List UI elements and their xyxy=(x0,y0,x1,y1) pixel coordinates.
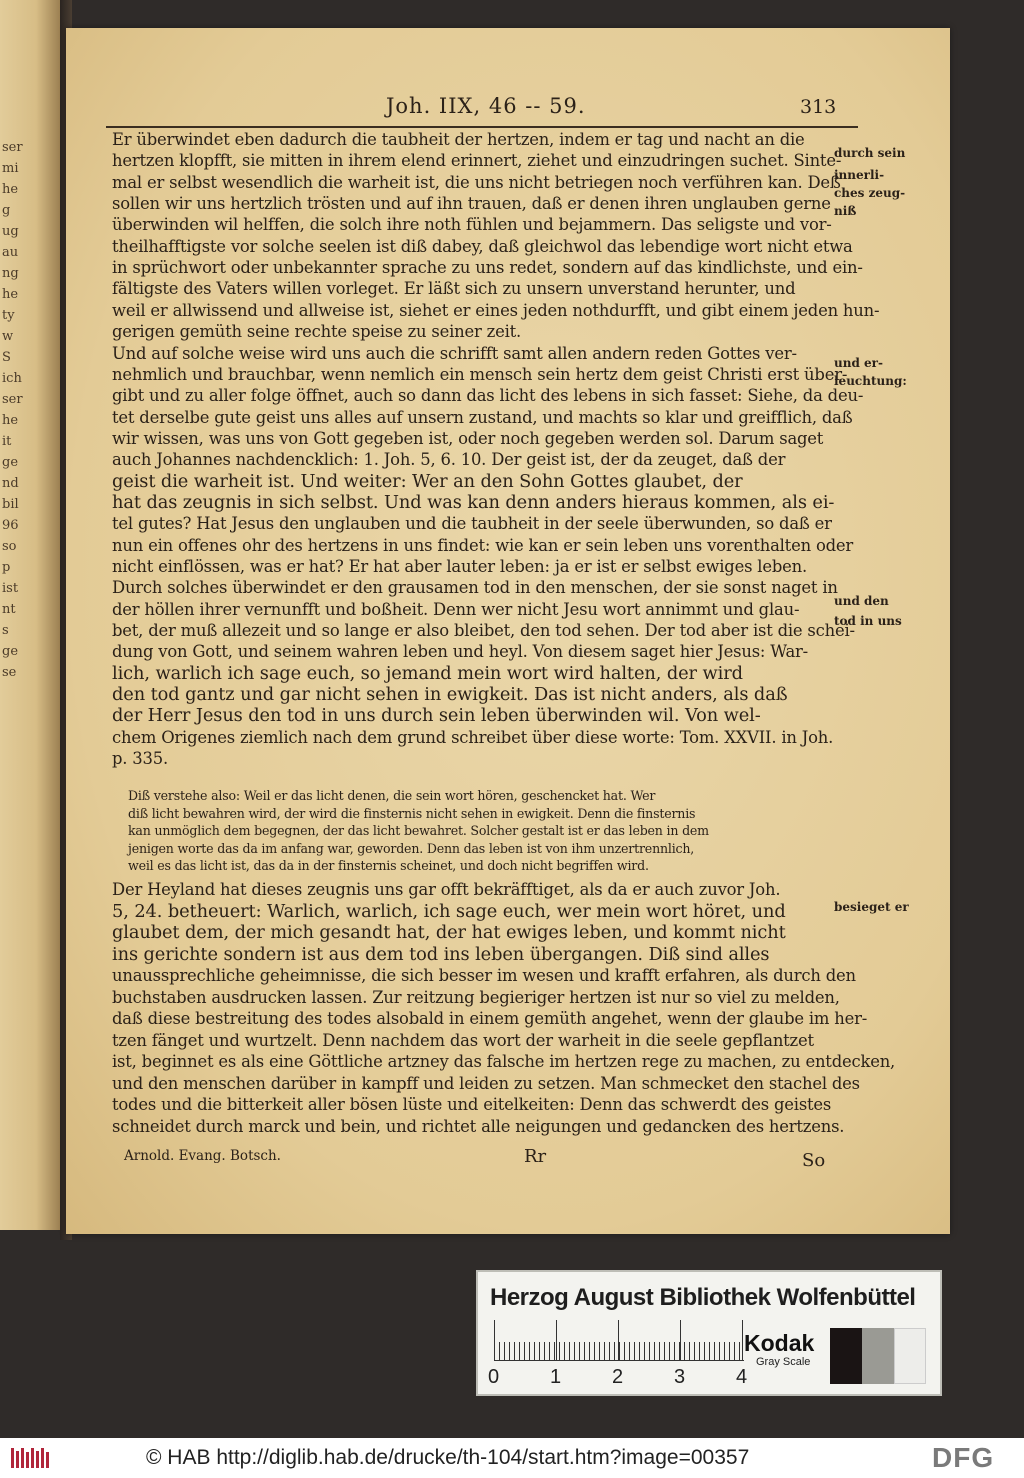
margin-note: und er- xyxy=(834,356,883,370)
gray-patch-mid xyxy=(862,1328,894,1384)
ruler-tick xyxy=(494,1320,495,1360)
text-line: theilhafftigste vor solche seelen ist diß dabey, daß gleichwol das lebendige wort nicht etwa xyxy=(112,236,853,256)
text-line: auch Johannes nachdencklich: 1. Joh. 5, 6. 10. Der geist ist, der da zeuget, daß der xyxy=(112,450,786,470)
margin-note: innerli- xyxy=(834,168,885,182)
scale-number: 3 xyxy=(674,1366,686,1388)
ruler-tick xyxy=(618,1320,619,1360)
text-line: Durch solches überwindet er den grausamen tod in den menschen, der sie sonst naget in xyxy=(112,578,838,598)
dfg-logo: DFG xyxy=(932,1442,995,1473)
prev-page-fragment: ng xyxy=(2,266,19,280)
scale-number: 0 xyxy=(488,1366,500,1388)
text-line: Und auf solche weise wird uns auch die schrifft samt allen andern reden Gottes ver- xyxy=(112,343,797,363)
prev-page-fragment: ich xyxy=(2,371,22,385)
kodak-logo: Kodak xyxy=(744,1330,815,1356)
prev-page-fragment: it xyxy=(2,434,12,448)
text-line: nehmlich und brauchbar, wenn nemlich ein mensch sein hertz dem geist Christi erst über- xyxy=(112,364,848,384)
text-line: Der Heyland hat dieses zeugnis uns gar offt bekräfftiget, als da er auch zuvor Joh. xyxy=(112,880,781,899)
prev-page-fragment: ge xyxy=(2,455,19,469)
quote-line: jenigen worte das da im anfang war, geworden. Denn das leben ist von ihm unzertrennlich, xyxy=(128,840,695,856)
text-line: unaussprechliche geheimnisse, die sich besser im wesen und krafft erfahren, als durch den xyxy=(112,966,856,985)
text-line: daß diese bestreitung des todes alsobald in einem gemüth angehet, wenn der glaube im her- xyxy=(112,1009,868,1028)
text-line: wir wissen, was uns von Gott gegeben ist, oder noch gegeben werden sol. Darum saget xyxy=(112,428,824,448)
quote-line: diß licht bewahren wird, der wird die finsternis nicht sehen in ewigkeit. Denn die finsternis xyxy=(128,805,696,821)
prev-page-fragment: ge xyxy=(2,644,19,658)
text-line: bet, der muß allezeit und so lange er also bleibet, den tod sehen. Der tod aber ist die schei- xyxy=(112,621,855,641)
text-line: nun ein offenes ohr des hertzens in uns findet: wie kan er sein leben uns vorenthalten oder xyxy=(112,535,854,555)
text-line: fältigste des Vaters willen vorleget. Er läßt sich zu unsern unverstand herunter, und xyxy=(112,279,796,299)
text-line: gerigen gemüth seine rechte speise zu seiner zeit. xyxy=(112,322,522,342)
prev-page-fragment: ist xyxy=(2,581,19,595)
scale-number: 1 xyxy=(550,1366,562,1388)
prev-page-fragment: se xyxy=(2,665,17,679)
header-rule xyxy=(106,126,858,128)
margin-note: tod in uns xyxy=(834,614,902,628)
prev-page-fragment: w xyxy=(2,329,14,343)
text-line: buchstaben ausdrucken lassen. Zur reitzung begieriger hertzen ist nur so viel zu melden, xyxy=(112,987,840,1007)
prev-page-fragment: p xyxy=(2,560,11,574)
scale-number: 4 xyxy=(736,1366,748,1388)
text-line: hertzen klopfft, sie mitten in ihrem elend erinnert, ziehet und einzudringen suchet. Sinte- xyxy=(112,151,842,171)
previous-page-strip xyxy=(0,0,60,1230)
margin-note: leuchtung: xyxy=(834,374,907,388)
text-line: ins gerichte sondern ist aus dem tod ins leben übergangen. Diß sind alles xyxy=(112,943,770,965)
ruler-scale xyxy=(494,1328,744,1361)
prev-page-fragment: he xyxy=(2,413,19,427)
prev-page-fragment: he xyxy=(2,182,19,196)
text-line: sollen wir uns hertzlich trösten und auf ihn trauen, daß er denen ihren unglauben gerne xyxy=(112,194,831,214)
quote-line: kan unmöglich dem begegnen, der das licht bewahret. Solcher gestalt ist er das leben in dem xyxy=(128,823,709,839)
margin-note: durch sein xyxy=(834,146,906,160)
text-line: nicht einflössen, was er hat? Er hat aber lauter leben: ja er ist er selbst ewiges leben. xyxy=(112,557,808,576)
text-line: todes und die bitterkeit aller bösen lüste und eitelkeiten: Denn das schwerdt des geistes xyxy=(112,1095,832,1114)
margin-note: und den xyxy=(834,594,889,608)
prev-page-fragment: au xyxy=(2,245,19,259)
quote-line: Diß verstehe also: Weil er das licht denen, die sein wort hören, geschencket hat. Wer xyxy=(128,788,656,803)
text-line: weil er allwissend und allweise ist, siehet er eines jeden nothdurfft, und gibt einem jeden hun- xyxy=(112,300,880,320)
gray-patch-black xyxy=(830,1328,862,1384)
ruler-tick xyxy=(680,1320,681,1360)
copyright-link[interactable]: © HAB http://diglib.hab.de/drucke/th-104/start.htm?image=00357 xyxy=(146,1446,750,1469)
text-line: tzen fänget und wurtzelt. Denn nachdem das wort der warheit in die seele gepflantzet xyxy=(112,1030,814,1050)
page-number: 313 xyxy=(800,96,837,118)
catchword: So xyxy=(802,1150,826,1171)
prev-page-fragment: ser xyxy=(2,392,23,406)
text-line: glaubet dem, der mich gesandt hat, der hat ewiges leben, und kommt nicht xyxy=(112,922,786,943)
prev-page-fragment: mi xyxy=(2,161,19,175)
library-label xyxy=(476,1270,942,1396)
text-line: gibt und zu aller folge öffnet, auch so dann das licht des lebens in sich fasset: Siehe, da deu- xyxy=(112,386,864,406)
ruler-tick xyxy=(742,1320,743,1360)
prev-page-fragment: ty xyxy=(2,308,15,322)
text-line: der höllen ihrer vernunfft und boßheit. Denn wer nicht Jesu wort annimmt und glau- xyxy=(112,599,800,619)
prev-page-fragment: ug xyxy=(2,224,19,238)
prev-page-fragment: g xyxy=(2,203,11,217)
text-line: schneidet durch marck und bein, und richtet alle neigungen und gedancken des hertzens. xyxy=(112,1116,845,1136)
gray-scale-label: Gray Scale xyxy=(756,1356,811,1368)
hab-logo-icon xyxy=(10,1446,50,1470)
text-line: den tod gantz und gar nicht sehen in ewigkeit. Das ist nicht anders, als daß xyxy=(112,684,788,706)
text-line: lich, warlich ich sage euch, so jemand mein wort wird halten, der wird xyxy=(112,662,743,684)
text-line: chem Origenes ziemlich nach dem grund schreibet über diese worte: Tom. XXVII. in Joh. xyxy=(112,727,834,747)
prev-page-fragment: bil xyxy=(2,497,19,511)
prev-page-fragment: s xyxy=(2,623,9,637)
margin-note: besieget er xyxy=(834,900,909,914)
prev-page-fragment: 96 xyxy=(2,518,19,532)
text-line: hat das zeugnis in sich selbst. Und was kan denn anders hieraus kommen, als ei- xyxy=(112,491,835,513)
scanned-page xyxy=(66,28,950,1234)
margin-note: niß xyxy=(834,204,857,218)
text-line: p. 335. xyxy=(112,749,169,769)
prev-page-fragment: nt xyxy=(2,602,16,616)
text-line: tet derselbe gute geist uns alles auf unsern zustand, und machts so klar und greifflich, daß xyxy=(112,407,853,427)
bottom-bar xyxy=(0,1438,1024,1478)
prev-page-fragment: he xyxy=(2,287,19,301)
running-head: Joh. IIX, 46 -- 59. xyxy=(386,94,586,118)
prev-page-fragment: so xyxy=(2,539,17,553)
gray-patch-white xyxy=(894,1328,926,1384)
library-name: Herzog August Bibliothek Wolfenbüttel xyxy=(490,1284,916,1311)
text-line: mal er selbst wesendlich die warheit ist, die uns nicht betriegen noch verführen kan. Deß xyxy=(112,172,841,192)
text-line: tel gutes? Hat Jesus den unglauben und die taubheit in der seele überwunden, so daß er xyxy=(112,514,832,534)
text-line: und den menschen darüber in kampff und leiden zu setzen. Man schmecket den stachel des xyxy=(112,1073,860,1093)
signature-mark: Arnold. Evang. Botsch. xyxy=(124,1148,281,1164)
ruler-tick xyxy=(556,1320,557,1360)
text-line: dung von Gott, und seinem wahren leben und heyl. Von diesem saget hier Jesus: War- xyxy=(112,642,809,662)
text-line: der Herr Jesus den tod in uns durch sein leben überwinden wil. Von wel- xyxy=(112,705,761,727)
text-line: 5, 24. betheuert: Warlich, warlich, ich sage euch, wer mein wort höret, und xyxy=(112,900,786,922)
text-line: ist, beginnet es als eine Göttliche artzney das falsche im hertzen rege zu machen, zu entdecken, xyxy=(112,1052,896,1071)
scale-number: 2 xyxy=(612,1366,624,1388)
prev-page-fragment: nd xyxy=(2,476,19,490)
text-line: Er überwindet eben dadurch die taubheit der hertzen, indem er tag und nacht an die xyxy=(112,130,805,149)
quote-line: weil es das licht ist, das da in der finsternis scheinet, und doch nicht begriffen wird. xyxy=(128,858,649,874)
text-line: in sprüchwort oder unbekannter sprache zu uns redet, sondern auf das kindlichste, und ein- xyxy=(112,258,863,278)
text-line: überwinden wil helffen, die solch ihre noth fühlen und bejammern. Das seligste und vor- xyxy=(112,215,832,235)
prev-page-fragment: S xyxy=(2,350,11,364)
sheet-mark: Rr xyxy=(524,1146,547,1167)
margin-note: ches zeug- xyxy=(834,186,906,200)
prev-page-fragment: ser xyxy=(2,140,23,154)
text-line: geist die warheit ist. Und weiter: Wer an den Sohn Gottes glaubet, der xyxy=(112,470,743,492)
